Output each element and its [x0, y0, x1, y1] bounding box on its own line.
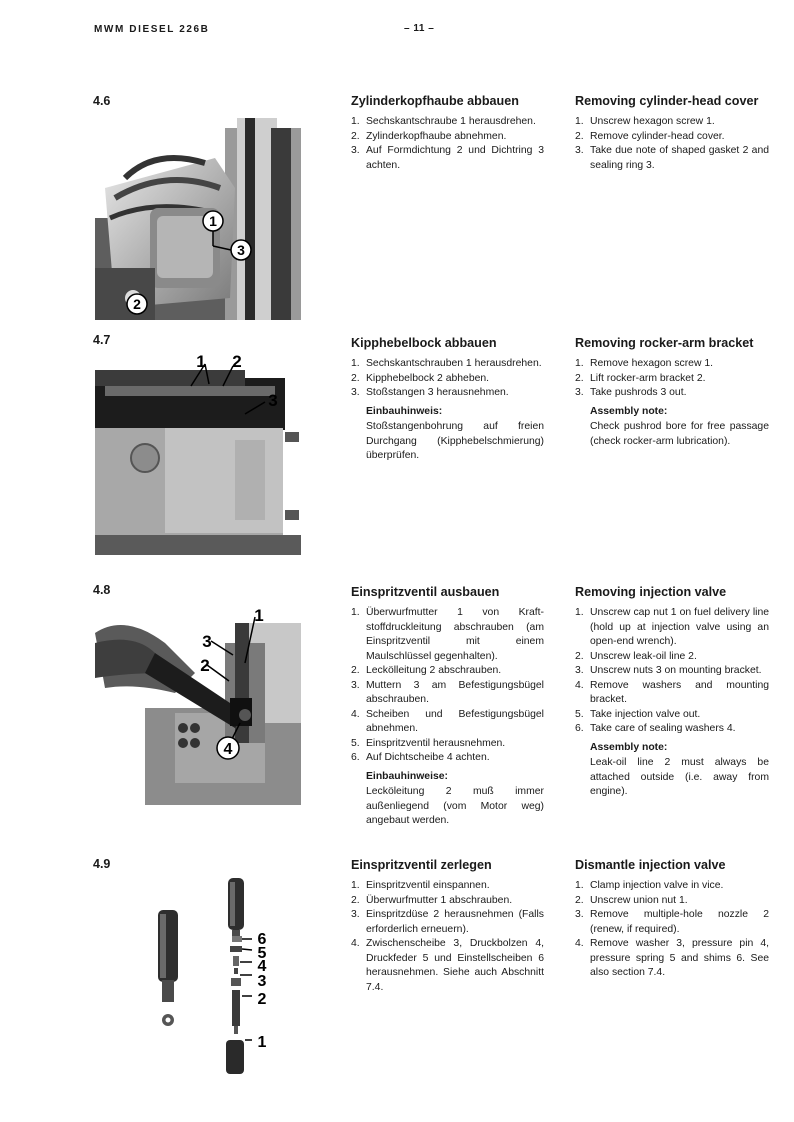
step-item: 2. Leckölleitung 2 abschrauben. — [351, 665, 502, 676]
callout-label: 3 — [237, 242, 245, 258]
callout-label: 4 — [257, 958, 267, 975]
photo-injection-valve-parts — [150, 872, 280, 1082]
callout-label: 6 — [257, 931, 267, 948]
step-item: 2. Zylinderkopfhaube abnehmen. — [351, 130, 507, 142]
note-title: Assembly note: — [590, 741, 668, 753]
step-item: 4. Remove washer 3, pressure pin 4, pressure spring 5 and shims 6. See also section 7.4. — [575, 938, 769, 978]
photo-cylinder-head-cover — [95, 118, 301, 320]
section-4-8-german — [351, 584, 544, 829]
section-title: Dismantle injection valve — [575, 858, 726, 872]
section-4-9-german — [351, 857, 544, 995]
step-item: 1. Überwurfmutter 1 von Kraftstoffdruckleitung abschrauben (am Einspritzventil mit einem Maulschlüssel gegenhalten). — [351, 607, 544, 662]
step-item: 3. Take due note of shaped gasket 2 and sealing ring 3. — [575, 145, 769, 171]
note-title: Einbauhinweise: — [366, 770, 448, 782]
step-item: 1. Clamp injection valve in vice. — [575, 880, 724, 891]
step-item: 1. Unscrew hexagon screw 1. — [575, 116, 715, 127]
step-item: 5. Einspritzventil herausnehmen. — [351, 737, 506, 749]
step-item: 4. Remove washers and mounting bracket. — [575, 679, 769, 705]
section-title: Zylinderkopfhaube abbauen — [351, 94, 519, 108]
callout-label: 3 — [268, 391, 278, 410]
section-4-8-english — [575, 584, 769, 800]
step-item: 3. Muttern 3 am Befestigungsbügel abschrauben. — [351, 679, 544, 705]
note-text: Check pushrod bore for free passage (check rocker-arm lubrication). — [590, 421, 769, 447]
section-title: Einspritzventil ausbauen — [351, 585, 500, 599]
callout-label: 1 — [209, 213, 217, 229]
photo-injection-valve-removal — [95, 603, 301, 805]
page-header-left: MWM DIESEL 226B — [94, 24, 210, 35]
callout-label: 1 — [196, 352, 206, 371]
section-title: Einspritzventil zerlegen — [351, 858, 492, 872]
step-item: 3. Remove multiple-hole nozzle 2 (renew, if required). — [575, 909, 769, 935]
step-item: 3. Take pushrods 3 out. — [575, 387, 687, 398]
step-item: 3. Auf Formdichtung 2 und Dichtring 3 achten. — [351, 145, 544, 171]
callout-label: 2 — [232, 352, 242, 371]
section-number: 4.9 — [93, 857, 111, 871]
section-number: 4.8 — [93, 583, 111, 597]
section-4-7-german — [351, 335, 544, 464]
callout-label: 1 — [254, 606, 264, 625]
note-text: Lecköleitung 2 muß immer außenliegend (vom Motor weg) angebaut werden. — [366, 786, 544, 826]
section-title: Removing rocker-arm bracket — [575, 336, 754, 350]
step-item: 1. Sechskantschrauben 1 herausdrehen. — [351, 358, 542, 369]
step-item: 1. Remove hexagon screw 1. — [575, 358, 714, 369]
section-title: Kipphebelbock abbauen — [351, 336, 497, 350]
step-item: 2. Unscrew leak-oil line 2. — [575, 650, 697, 662]
section-title: Removing cylinder-head cover — [575, 94, 759, 108]
step-item: 1. Sechskantschraube 1 herausdrehen. — [351, 116, 536, 127]
page-number: – 11 – — [404, 23, 435, 34]
section-4-6-english — [575, 93, 769, 173]
step-item: 3. Einspritzdüse 2 herausnehmen (Falls erforderlich erneuern). — [351, 909, 544, 935]
step-item: 3. Unscrew nuts 3 on mounting bracket. — [575, 665, 762, 676]
callout-label: 2 — [133, 296, 141, 312]
step-item: 3. Stoßstangen 3 herausnehmen. — [351, 387, 509, 398]
note-title: Assembly note: — [590, 405, 668, 417]
section-4-7-english — [575, 335, 769, 449]
step-item: 6. Auf Dichtscheibe 4 achten. — [351, 752, 490, 763]
section-number: 4.6 — [93, 94, 111, 108]
callout-label: 3 — [202, 632, 212, 651]
callout-label: 1 — [257, 1034, 267, 1051]
step-item: 2. Remove cylinder-head cover. — [575, 130, 725, 142]
step-item: 1. Einspritzventil einspannen. — [351, 880, 490, 891]
section-number: 4.7 — [93, 333, 111, 347]
callout-label: 3 — [257, 973, 267, 990]
step-item: 4. Zwischenscheibe 3, Druckbolzen 4, Druckfeder 5 und Einstellscheiben 6 herausnehmen. Siehe auch Abschnitt 7.4. — [351, 938, 544, 993]
note-text: Stoßstangenbohrung auf freien Durchgang (Kipphebelschmierung) überprüfen. — [366, 421, 544, 461]
section-4-6-german — [351, 93, 544, 173]
step-item: 4. Scheiben und Befestigungsbügel abnehmen. — [351, 708, 544, 734]
section-title: Removing injection valve — [575, 585, 727, 599]
step-item: 5. Take injection valve out. — [575, 708, 701, 720]
step-item: 6. Take care of sealing washers 4. — [575, 723, 736, 734]
callout-label: 2 — [200, 656, 210, 675]
callout-label: 2 — [257, 991, 267, 1008]
section-4-9-english — [575, 857, 769, 981]
note-text: Leak-oil line 2 must always be attached outside (i.e. away from engine). — [590, 757, 769, 797]
step-item: 2. Kipphebelbock 2 abheben. — [351, 372, 490, 384]
step-item: 2. Lift rocker-arm bracket 2. — [575, 372, 706, 384]
callout-label: 5 — [257, 945, 267, 962]
step-item: 2. Überwurfmutter 1 abschrauben. — [351, 894, 513, 906]
callout-label: 4 — [223, 741, 233, 758]
step-item: 2. Unscrew union nut 1. — [575, 894, 688, 906]
step-item: 1. Unscrew cap nut 1 on fuel delivery line (hold up at injection valve using an open-end wrench). — [575, 607, 769, 647]
photo-rocker-arm-bracket — [95, 350, 301, 555]
note-title: Einbauhinweis: — [366, 405, 443, 417]
